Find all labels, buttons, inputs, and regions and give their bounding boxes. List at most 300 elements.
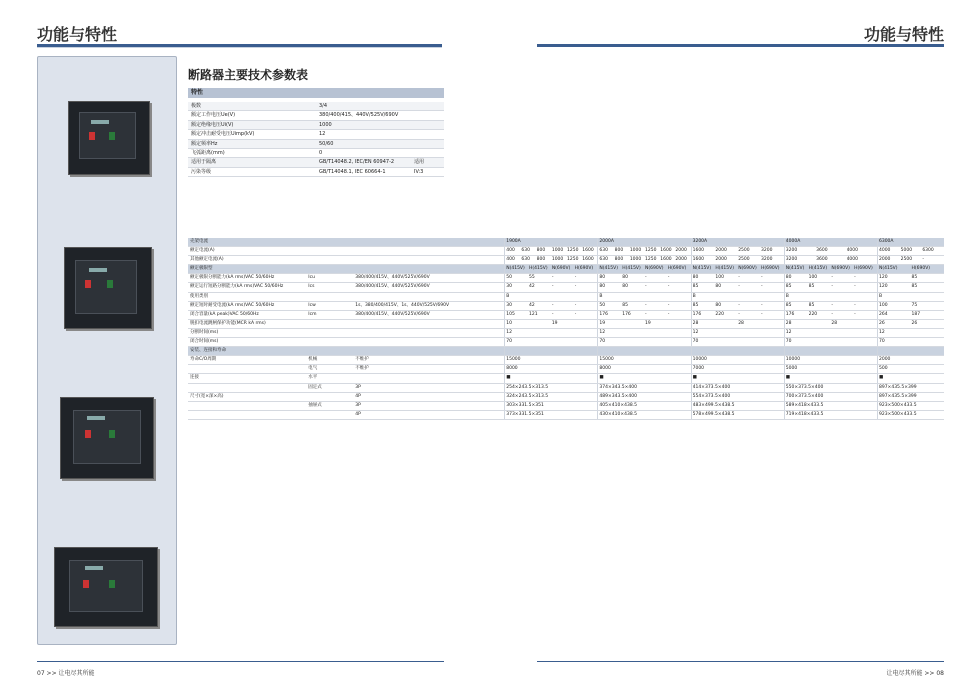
value-cell: 1000 (551, 248, 564, 254)
value-cell: 3600 (816, 257, 828, 263)
value-cell: 15000 (599, 357, 614, 363)
value-cell (506, 347, 597, 355)
value-cell: - (738, 275, 740, 281)
parameter-row (188, 402, 944, 411)
cell-c: 380/400/415V、440V/525V/690V (355, 311, 430, 317)
characteristics-row (188, 158, 444, 167)
frame-values (504, 293, 597, 301)
cell-label: 额定绝缘电压Ui(V) (191, 121, 234, 128)
value-cell: 7000 (692, 366, 705, 372)
value-cell: 1600 (660, 257, 672, 263)
breaker-image-1 (68, 101, 150, 175)
value-cell: 8000 (506, 366, 518, 372)
value-cell: 923×500×433.5 (878, 402, 917, 408)
frame-values (597, 256, 690, 264)
frame-values (877, 356, 944, 364)
value-cell: - (574, 275, 577, 281)
cell-c (355, 338, 504, 346)
value-cell: - (645, 275, 647, 281)
cell-a: 安装、连接和寿命 (190, 348, 226, 354)
value-cell: N(690V) (551, 266, 571, 272)
footer-right: 让电尽其所能 >> 08 (886, 670, 944, 677)
cell-label: 额定频率Hz (191, 140, 218, 147)
cell-c (355, 256, 504, 264)
value-cell: 220 (715, 311, 724, 317)
value-cell: 28 (692, 320, 699, 326)
cell-value: 3/4 (319, 103, 328, 109)
value-cell: 374×343.5×400 (599, 384, 638, 390)
value-cell: 2000 (715, 257, 727, 263)
frame-values (504, 283, 597, 291)
cell-b: Icm (308, 311, 317, 317)
value-cell: 1600 (692, 248, 705, 254)
parameters-table (188, 238, 944, 420)
frame-values (877, 302, 944, 310)
value-cell: 100 (808, 275, 818, 281)
value-cell: 4000 (878, 248, 891, 254)
value-cell: 12 (878, 329, 885, 335)
value-cell: - (831, 302, 833, 308)
value-cell: 176 (599, 311, 608, 317)
cell-extra (414, 121, 444, 129)
cell-a: 额定极限型 (190, 266, 213, 272)
cell-a: 连接 (190, 375, 199, 381)
value-cell: 85 (692, 302, 699, 308)
parameter-row (188, 256, 944, 265)
value-cell: ■ (692, 375, 697, 381)
frame-values (877, 256, 944, 264)
parameter-row (188, 338, 944, 347)
value-cell: 220 (808, 311, 818, 317)
parameter-row (188, 283, 944, 292)
value-cell: 5000 (900, 248, 913, 254)
value-cell: - (738, 284, 740, 290)
cell-c: 380/400/415V、440V/525V/690V (355, 284, 430, 290)
frame-values (784, 402, 877, 410)
value-cell: - (551, 311, 554, 317)
value-cell: 2000 (878, 257, 891, 263)
value-cell: 12 (599, 329, 606, 335)
cell-a: 分断时间(ms) (190, 329, 219, 335)
frame-values (691, 256, 784, 264)
cell-a (188, 411, 308, 419)
value-cell: 70 (506, 339, 512, 345)
value-cell: B (692, 293, 696, 299)
value-cell: 187 (911, 311, 921, 317)
value-cell: N(415V) (692, 266, 712, 272)
breaker-image-2 (64, 247, 152, 329)
value-cell: 3200 (785, 257, 798, 263)
value-cell: 100 (715, 275, 724, 281)
value-cell: 85 (692, 284, 699, 290)
value-cell: N(690V) (738, 266, 757, 272)
value-cell: 19 (551, 320, 558, 326)
cell-label: 极数 (191, 103, 202, 109)
value-cell: 3200 (785, 248, 798, 254)
parameter-row (188, 320, 944, 329)
value-cell: - (738, 302, 740, 308)
frame-values (691, 293, 784, 301)
value-cell: 75 (911, 302, 918, 308)
value-cell: B (506, 293, 510, 299)
value-cell: N(690V) (645, 266, 664, 272)
cell-c (355, 329, 504, 337)
cell-value: 0 (319, 149, 323, 156)
frame-values (877, 347, 944, 355)
parameter-row (188, 247, 944, 256)
frame-values (877, 320, 944, 328)
frame-values (597, 274, 690, 282)
frame-values (877, 411, 944, 419)
value-cell: 55 (529, 275, 535, 281)
cell-a: 额定极限分断能力(kA rms)VAC 50/60Hz (190, 275, 275, 281)
parameter-row (188, 393, 944, 402)
frame-values (504, 247, 597, 255)
value-cell: H(415V) (715, 266, 734, 272)
cell-c: 3P (355, 384, 361, 390)
frame-values (691, 283, 784, 291)
frame-values (504, 256, 597, 264)
value-cell: 897×435.5×399 (878, 384, 917, 390)
frame-values (877, 402, 944, 410)
breaker-image-4 (54, 547, 158, 627)
cell-label: 适用于隔离 (191, 159, 217, 166)
frame-values (597, 347, 690, 355)
cell-a: 使用类别 (190, 293, 208, 299)
value-cell: - (551, 275, 554, 281)
value-cell: 12 (506, 329, 512, 335)
header-rule-right (537, 44, 944, 47)
value-cell: - (831, 311, 833, 317)
frame-values (691, 402, 784, 410)
cell-extra (414, 140, 444, 148)
value-cell: 630 (521, 248, 531, 254)
value-cell: 80 (692, 275, 699, 281)
frame-values (877, 374, 944, 382)
value-cell: H(690V) (911, 266, 931, 272)
cell-b: Icu (308, 275, 315, 281)
frame-values (691, 302, 784, 310)
header-title-left: 功能与特性 (37, 25, 118, 44)
cell-c (355, 347, 504, 355)
frame-values (784, 320, 877, 328)
value-cell: 19 (645, 320, 651, 326)
value-cell: 1250 (567, 257, 579, 263)
frame-values (877, 293, 944, 301)
value-cell: 10 (506, 320, 512, 326)
value-cell: 5000 (785, 366, 798, 372)
cell-c (355, 374, 504, 382)
value-cell: 1250 (567, 248, 579, 254)
cell-a: 其他额定电流(A) (190, 257, 224, 263)
parameter-row (188, 374, 944, 383)
frame-values (597, 338, 690, 346)
parameter-row (188, 365, 944, 374)
frame-values (597, 265, 690, 273)
cell-c: 不维护 (355, 357, 369, 363)
cell-b: 机械 (308, 357, 318, 363)
value-cell: 1600 (660, 248, 672, 254)
cell-extra: IV:3 (414, 168, 424, 175)
value-cell: 923×500×433.5 (878, 411, 917, 417)
cell-b (308, 338, 355, 346)
cell-extra (414, 102, 444, 110)
value-cell: 550×373.5×400 (785, 384, 824, 390)
value-cell: 121 (529, 311, 538, 317)
value-cell: 1600 (582, 248, 594, 254)
cell-label: 额定冲击耐受电压Uimp(kV) (191, 131, 255, 138)
value-cell: 1000 (629, 248, 642, 254)
cell-label: 污染等级 (191, 168, 212, 175)
value-cell: 3200 (760, 248, 773, 254)
frame-values (691, 374, 784, 382)
value-cell: 373×331.5×351 (506, 411, 544, 417)
frame-values (597, 311, 690, 319)
cell-b (308, 265, 355, 273)
value-cell: 80 (599, 284, 606, 290)
frame-values (691, 320, 784, 328)
value-cell: 8000 (599, 366, 611, 372)
value-cell: 85 (911, 275, 918, 281)
frame-values (784, 329, 877, 337)
frame-values (784, 384, 877, 392)
value-cell: N(415V) (878, 266, 898, 272)
value-cell: 2500 (738, 248, 750, 254)
value-cell: 800 (614, 257, 624, 263)
frame-values (597, 247, 690, 255)
value-cell: 12 (785, 329, 792, 335)
frame-values (784, 256, 877, 264)
frame-values (504, 347, 597, 355)
value-cell: 2500 (738, 257, 750, 263)
frame-values (877, 365, 944, 373)
parameter-row (188, 265, 944, 274)
cell-value: GB/T14048.2, IEC/EN 60947-2 (319, 159, 395, 166)
cell-value: 50/60 (319, 140, 334, 147)
cell-a: 尺寸(宽×深×高) (190, 393, 224, 399)
value-cell: 176 (785, 311, 795, 317)
value-cell: 12 (692, 329, 699, 335)
frame-values (691, 247, 784, 255)
frame-values (504, 393, 597, 401)
cell-label: 额定工作电压Ue(V) (191, 112, 236, 119)
value-cell: 2000 (715, 248, 727, 254)
value-cell: H(415V) (808, 266, 828, 272)
characteristics-row (188, 111, 444, 120)
cell-extra (414, 111, 444, 119)
value-cell: - (667, 311, 670, 317)
value-cell: 1250 (645, 257, 657, 263)
value-cell: 70 (785, 339, 792, 345)
value-cell: 80 (622, 275, 628, 281)
value-cell: 3600 (816, 248, 828, 254)
frame-values (597, 356, 690, 364)
cell-b: 水平 (308, 375, 318, 381)
characteristics-row (188, 140, 444, 149)
cell-b (308, 256, 355, 264)
value-cell: 1600 (692, 257, 705, 263)
value-cell: - (854, 275, 856, 281)
value-cell: 80 (599, 275, 606, 281)
value-cell: 630 (521, 257, 531, 263)
footer-left: 07 >> 让电尽其所能 (37, 670, 95, 677)
value-cell: 85 (911, 284, 918, 290)
value-cell: H(415V) (529, 266, 548, 272)
cell-b: 电气 (308, 366, 318, 372)
cell-value: 380/400/415、440V/525V/690V (319, 112, 399, 119)
value-cell: 400 (506, 257, 515, 263)
value-cell: - (574, 311, 577, 317)
frame-values (504, 338, 597, 346)
frame-values (597, 302, 690, 310)
value-cell: - (738, 311, 740, 317)
cell-b (308, 293, 355, 301)
value-cell: 6300 (922, 248, 934, 254)
frame-values (784, 365, 877, 373)
value-cell: 80 (785, 275, 792, 281)
frame-values (504, 365, 597, 373)
value-cell: 578×499.5×438.5 (692, 411, 735, 417)
value-cell: 28 (831, 320, 838, 326)
cell-value: 1000 (319, 121, 332, 128)
value-cell: ■ (785, 375, 791, 381)
value-cell: 400 (506, 248, 515, 254)
cell-c: 不维护 (355, 366, 369, 372)
value-cell: - (760, 284, 763, 290)
frame-values (504, 265, 597, 273)
value-cell: - (574, 284, 577, 290)
characteristics-row (188, 121, 444, 130)
frame-values (877, 329, 944, 337)
value-cell: 489×343.5×400 (599, 393, 638, 399)
cell-value: GB/T14048.1, IEC 60664-1 (319, 168, 386, 175)
frame-values (597, 329, 690, 337)
value-cell: - (645, 311, 647, 317)
value-cell: H(690V) (760, 266, 780, 272)
value-cell: 800 (614, 248, 624, 254)
value-cell: - (760, 302, 763, 308)
value-cell: - (922, 257, 924, 263)
characteristics-row (188, 102, 444, 111)
frame-values (504, 384, 597, 392)
frame-values (597, 283, 690, 291)
parameter-row (188, 384, 944, 393)
value-cell: 70 (878, 339, 885, 345)
frame-values (784, 393, 877, 401)
frame-values (597, 293, 690, 301)
value-cell: 1600 (582, 257, 594, 263)
frame-values (504, 302, 597, 310)
frame-values (691, 393, 784, 401)
cell-c (355, 247, 504, 255)
value-cell: 800 (536, 248, 546, 254)
value-cell: - (831, 284, 833, 290)
frame-values (784, 338, 877, 346)
value-cell: 2000 (878, 357, 891, 363)
value-cell: 120 (878, 284, 888, 290)
value-cell: - (667, 275, 670, 281)
cell-b (308, 411, 355, 419)
value-cell: 483×499.5×438.5 (692, 402, 735, 408)
value-cell (599, 347, 690, 355)
characteristics-row (188, 149, 444, 158)
parameter-row (188, 311, 944, 320)
value-cell: 10000 (692, 357, 707, 363)
value-cell (786, 347, 877, 355)
frame-values (877, 338, 944, 346)
cell-b: Icw (308, 302, 316, 308)
value-cell: 2000 (675, 248, 687, 254)
cell-b (308, 329, 355, 337)
cell-a: 闭合时间(ms) (190, 339, 219, 345)
cell-c: 1s、380/400/415V、1s、440V/525V/690V (355, 302, 450, 308)
value-cell: 80 (715, 284, 722, 290)
value-cell: 50 (506, 275, 512, 281)
value-cell: 264 (878, 311, 888, 317)
value-cell: B (878, 293, 883, 299)
value-cell: 85 (808, 284, 815, 290)
frame-values (597, 320, 690, 328)
value-cell: - (551, 284, 554, 290)
frame-values (784, 356, 877, 364)
cell-b: Ics (308, 284, 315, 290)
frame-values (504, 402, 597, 410)
value-cell: - (574, 302, 577, 308)
frame-values (691, 347, 784, 355)
parameter-row (188, 329, 944, 338)
value-cell: 430×410×438.5 (599, 411, 638, 417)
frame-values (877, 247, 944, 255)
value-cell: - (551, 302, 554, 308)
frame-values (877, 393, 944, 401)
parameter-row (188, 302, 944, 311)
value-cell: - (645, 302, 647, 308)
value-cell (879, 347, 944, 355)
value-cell: 30 (506, 284, 512, 290)
value-cell: - (667, 284, 670, 290)
cell-a: 额定运行短路分断能力(kA rms)VAC 50/60Hz (190, 284, 284, 290)
value-cell: - (760, 311, 763, 317)
frame-values (691, 411, 784, 419)
value-cell: 630 (599, 257, 608, 263)
value-cell: 85 (808, 302, 815, 308)
frame-values (691, 329, 784, 337)
value-cell: 1250 (645, 248, 657, 254)
cell-extra: 适用 (414, 159, 425, 166)
frame-values (877, 384, 944, 392)
value-cell: 414×373.5×400 (692, 384, 731, 390)
value-cell: H(690V) (854, 266, 873, 272)
value-cell: 1000 (551, 257, 564, 263)
value-cell (693, 347, 784, 355)
frame-values (877, 283, 944, 291)
cell-b (308, 320, 355, 328)
value-cell: 3200 (760, 257, 773, 263)
cell-b (308, 247, 355, 255)
frame-values (784, 347, 877, 355)
value-cell: - (854, 311, 856, 317)
frame-values (504, 320, 597, 328)
header-title-right: 功能与特性 (863, 25, 944, 44)
value-cell: B (785, 293, 789, 299)
value-cell: 26 (911, 320, 918, 326)
cell-label: 飞弧距离(mm) (191, 149, 225, 156)
frame-values (504, 411, 597, 419)
frame-values (691, 265, 784, 273)
frame-values (691, 274, 784, 282)
value-cell: 50 (599, 302, 606, 308)
cell-c: 4P (355, 411, 361, 417)
